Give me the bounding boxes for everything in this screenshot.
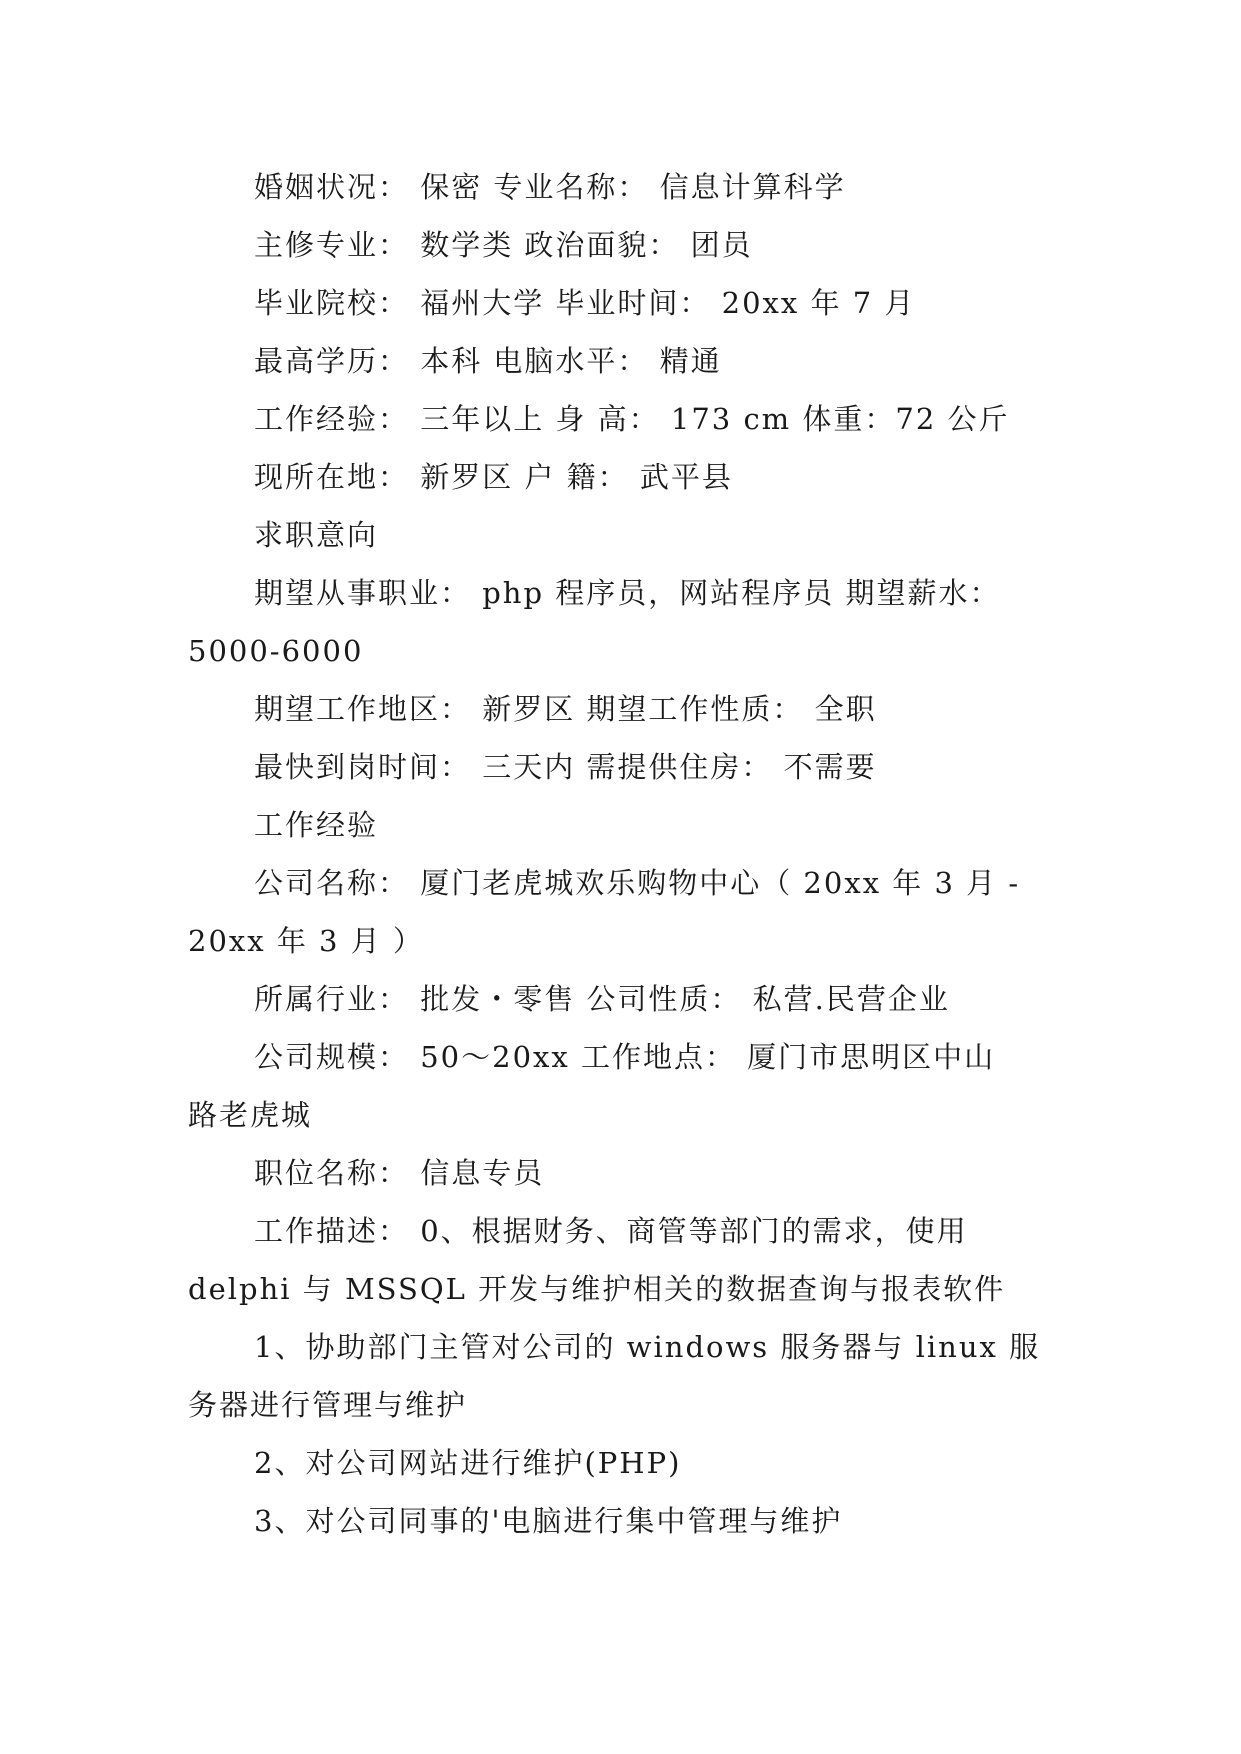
company-period-line: 20xx 年 3 月 ） (188, 924, 424, 958)
position-title-line: 职位名称： 信息专员 (254, 1156, 545, 1190)
job-intention-heading: 求职意向 (254, 518, 379, 552)
duty-3-line: 3、对公司同事的'电脑进行集中管理与维护 (254, 1504, 843, 1538)
industry-nature-line: 所属行业： 批发・零售 公司性质： 私营.民营企业 (254, 982, 950, 1016)
work-experience-heading: 工作经验 (254, 808, 379, 842)
company-location-cont-line: 路老虎城 (188, 1098, 313, 1132)
expected-salary-line: 5000-6000 (188, 634, 364, 668)
duty-1-cont-line: 务器进行管理与维护 (188, 1388, 468, 1422)
duty-2-line: 2、对公司网站进行维护(PHP) (254, 1446, 682, 1480)
company-size-location-line: 公司规模： 50～20xx 工作地点： 厦门市思明区中山 (254, 1040, 996, 1074)
job-description-line: 工作描述： 0、根据财务、商管等部门的需求，使用 (254, 1214, 968, 1248)
school-graduation-line: 毕业院校： 福州大学 毕业时间： 20xx 年 7 月 (254, 286, 916, 320)
expected-area-line: 期望工作地区： 新罗区 期望工作性质： 全职 (254, 692, 877, 726)
location-hukou-line: 现所在地： 新罗区 户 籍： 武平县 (254, 460, 733, 494)
resume-body (188, 158, 1058, 1550)
education-computer-line: 最高学历： 本科 电脑水平： 精通 (254, 344, 722, 378)
company-name-line: 公司名称： 厦门老虎城欢乐购物中心（ 20xx 年 3 月 - (254, 866, 1021, 900)
start-time-housing-line: 最快到岗时间： 三天内 需提供住房： 不需要 (254, 750, 877, 784)
job-description-cont-line: delphi 与 MSSQL 开发与维护相关的数据查询与报表软件 (188, 1272, 1006, 1306)
expected-job-line: 期望从事职业： php 程序员，网站程序员 期望薪水： (254, 576, 1001, 610)
major-politics-line: 主修专业： 数学类 政治面貌： 团员 (254, 228, 753, 262)
marital-major-line: 婚姻状况： 保密 专业名称： 信息计算科学 (254, 170, 846, 204)
duty-1-line: 1、协助部门主管对公司的 windows 服务器与 linux 服 (254, 1330, 1041, 1364)
experience-height-weight-line: 工作经验： 三年以上 身 高： 173 cm 体重：72 公斤 (254, 402, 1010, 436)
